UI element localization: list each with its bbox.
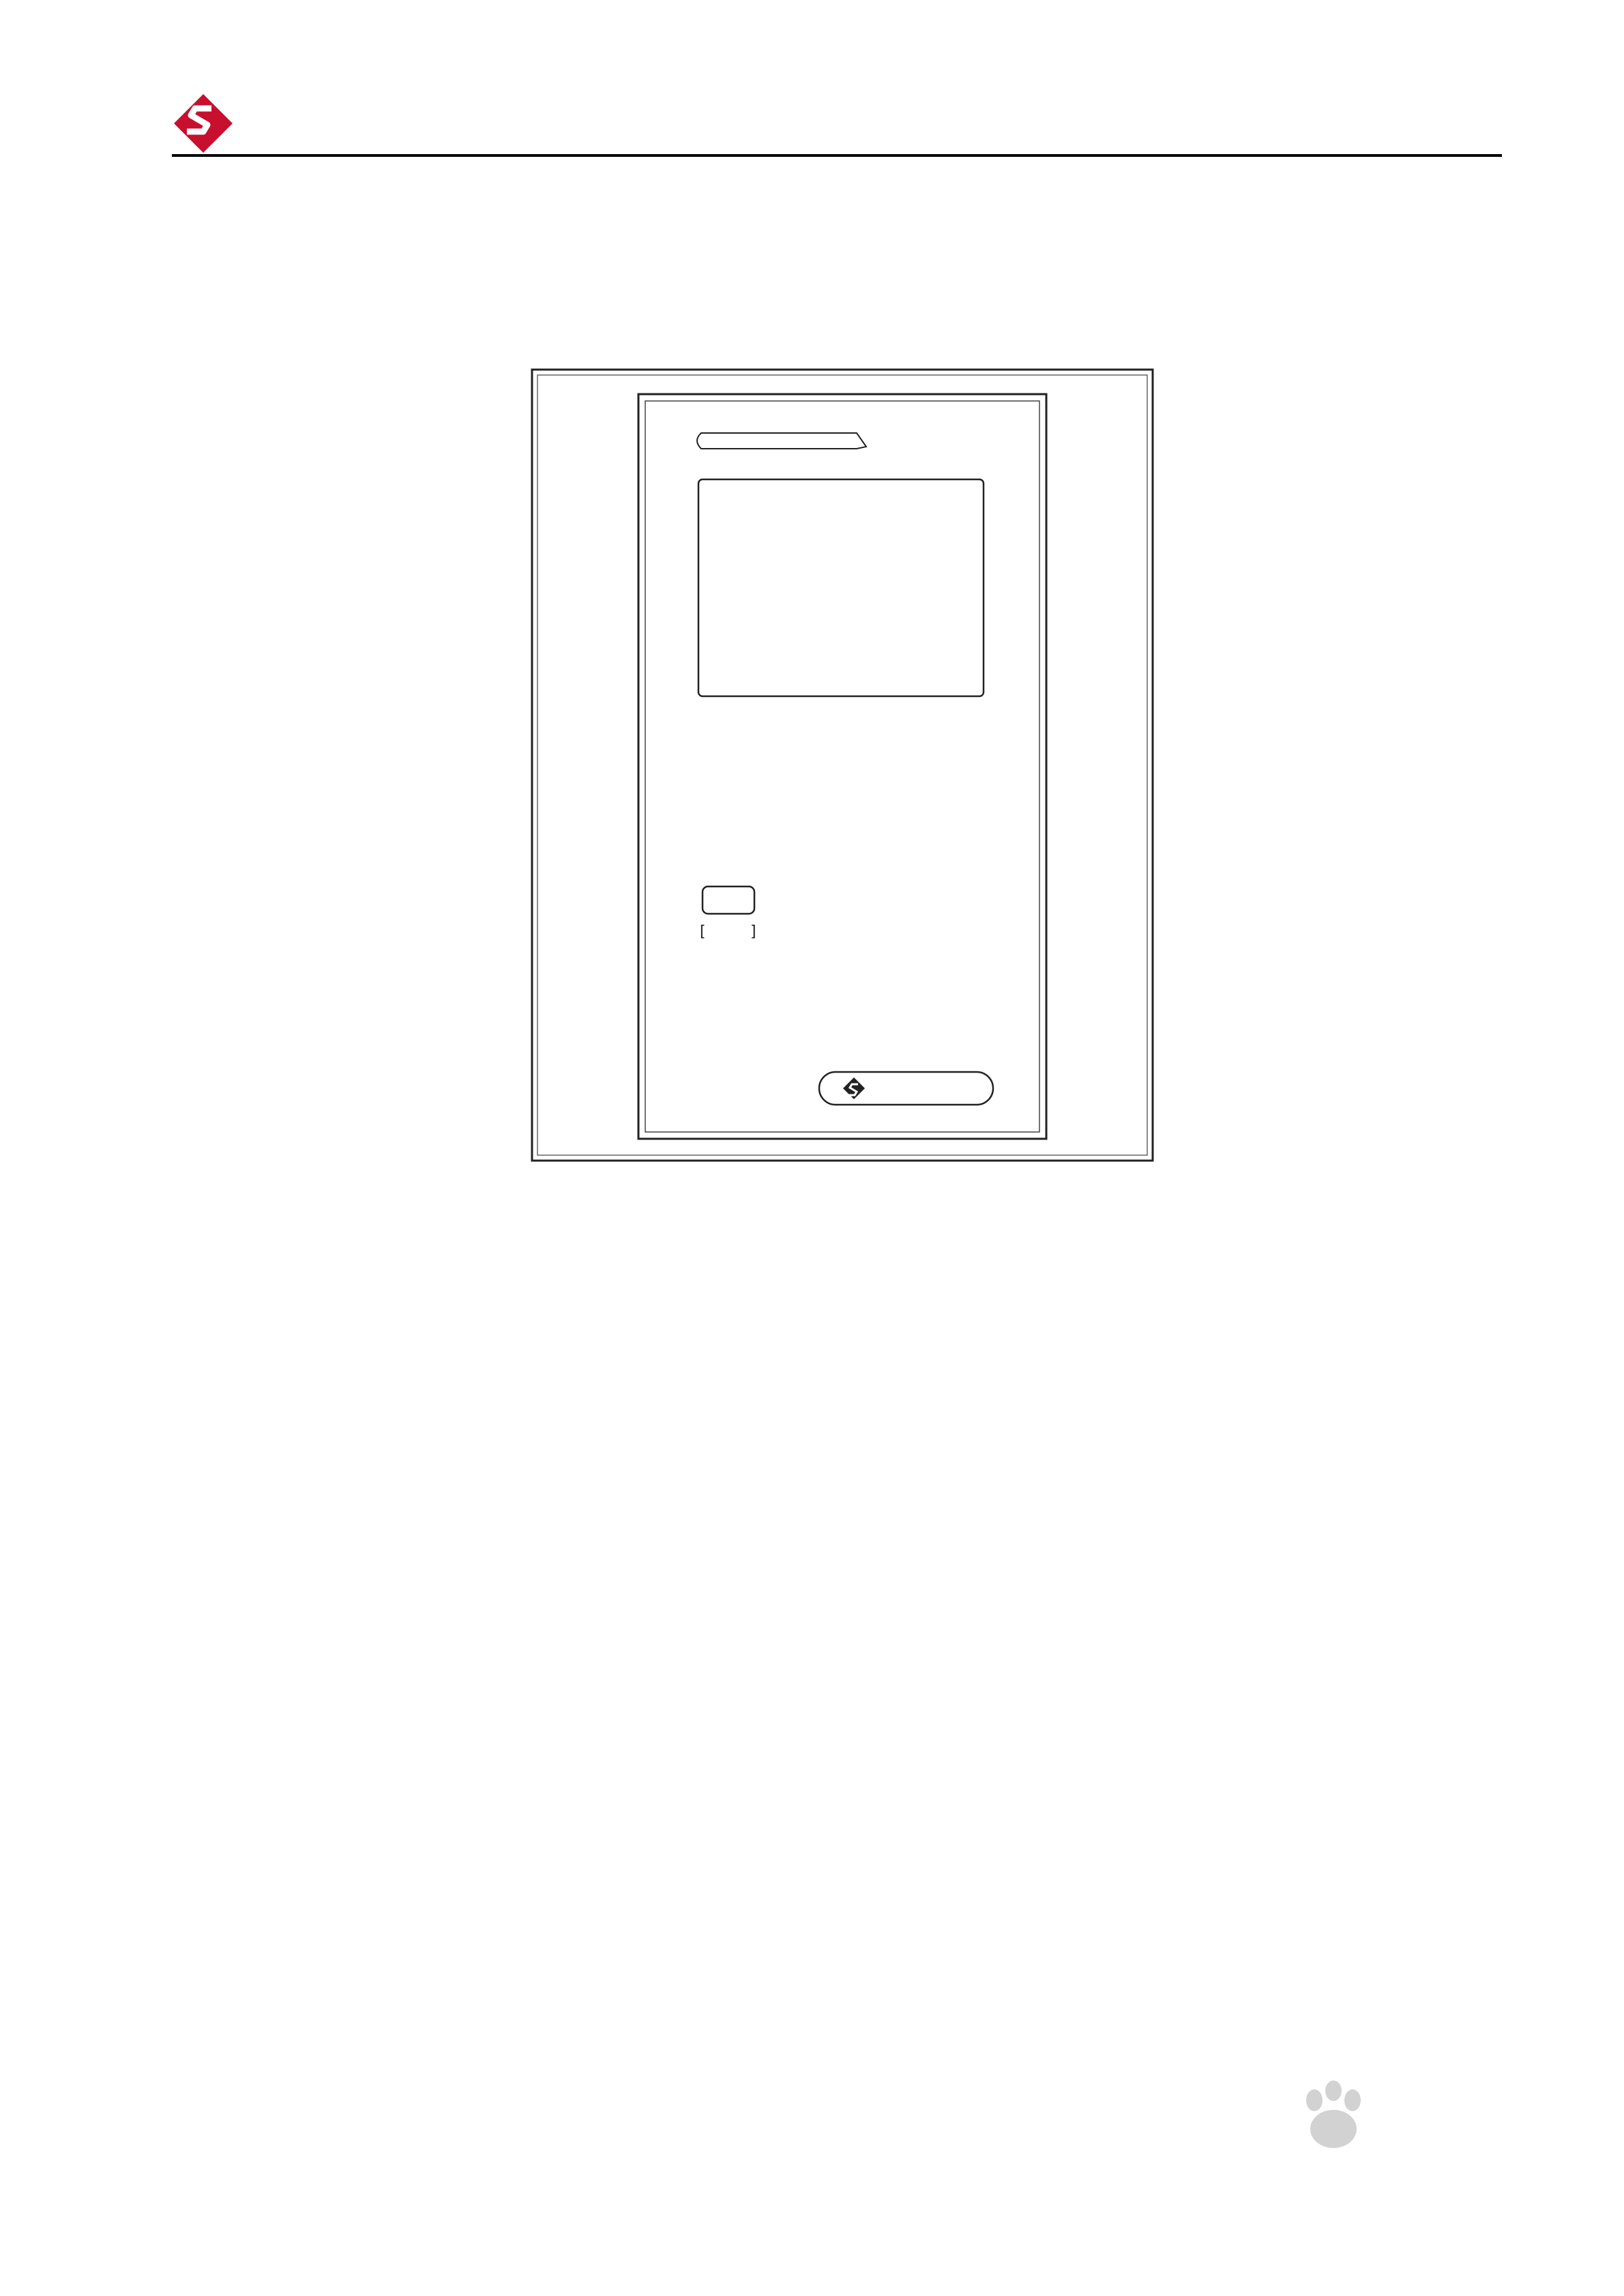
svg-text:[: [	[700, 923, 706, 940]
baidu-watermark	[1160, 2080, 1596, 2284]
rear-panel-drawing	[566, 1282, 1177, 2053]
front-panel-drawing	[531, 368, 1158, 1166]
header-rule	[172, 154, 1502, 157]
svg-text:]: ]	[750, 923, 756, 940]
lcd-screen	[698, 479, 984, 696]
baidu-paw-icon	[1299, 2080, 1368, 2151]
foxit-banner	[815, 31, 838, 60]
signal-reset-button[interactable]	[703, 886, 754, 914]
hongyi-logo-icon	[172, 92, 235, 155]
